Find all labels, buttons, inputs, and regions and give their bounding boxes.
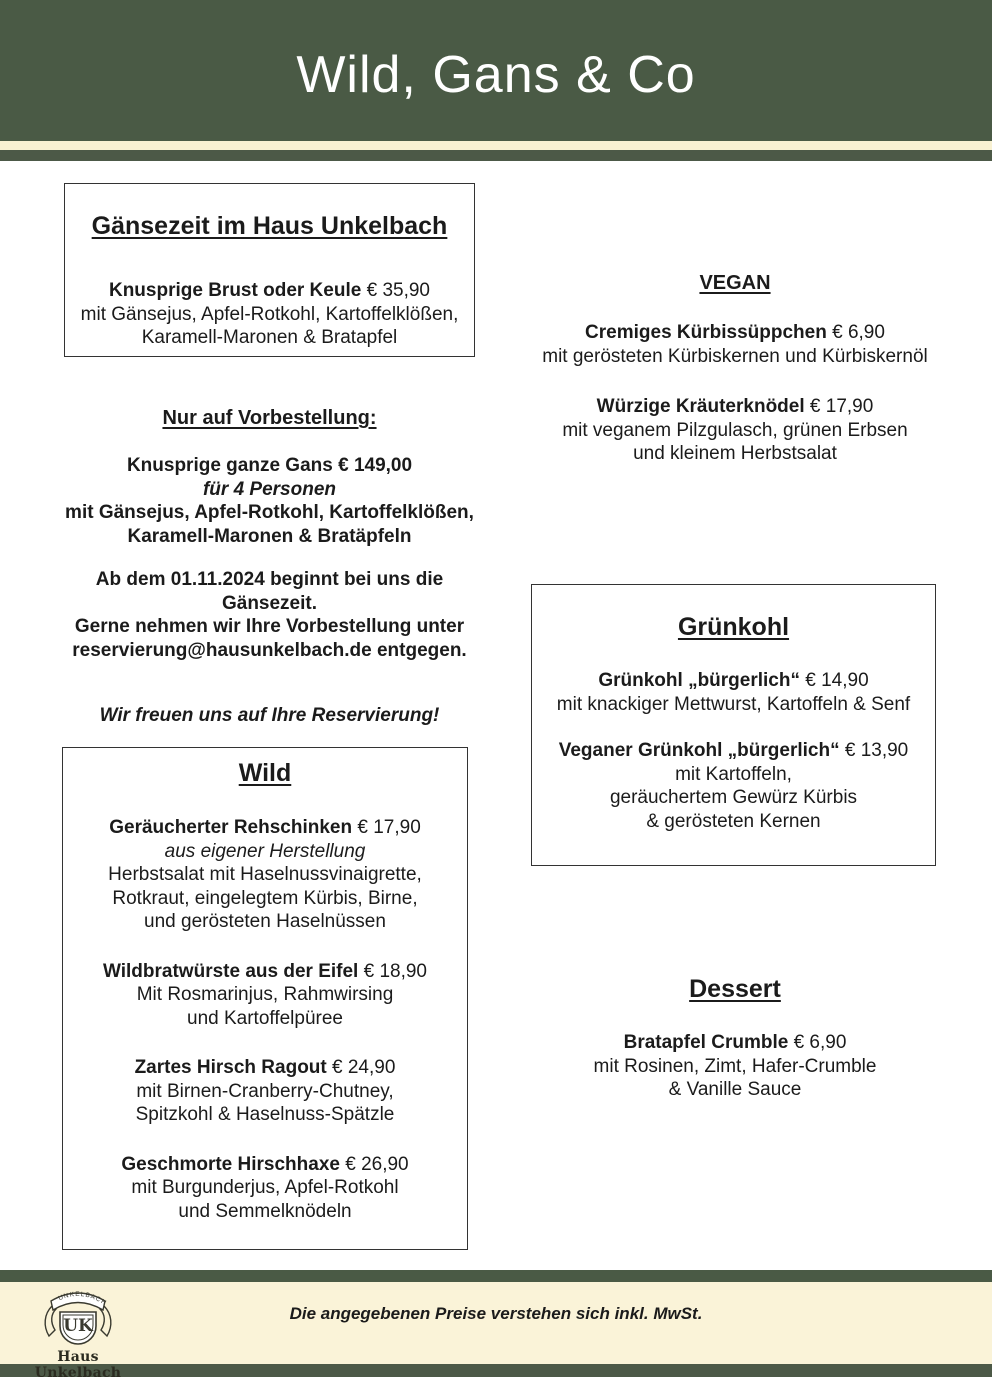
item-name: Knusprige Brust oder Keule	[108, 280, 362, 301]
item-description: & Vanille Sauce	[668, 1079, 802, 1100]
item-name: Wildbratwürste aus der Eifel	[102, 960, 359, 982]
item-description: & gerösteten Kernen	[646, 810, 821, 832]
item-name-price	[63, 1153, 467, 1177]
menu-item	[63, 816, 467, 934]
menu-item	[65, 279, 474, 350]
section-heading: Wild	[238, 759, 292, 787]
item-price: € 18,90	[363, 960, 428, 982]
menu-item	[532, 739, 935, 833]
item-price: € 6,90	[832, 322, 885, 343]
item-name: Cremiges Kürbissüppchen	[585, 322, 827, 343]
menu-item	[530, 395, 940, 466]
menu-item	[532, 669, 935, 716]
logo-monogram: UK	[63, 1316, 93, 1336]
note-line-email: reservierung@hausunkelbach.de entgegen.	[72, 639, 467, 661]
menu-item	[63, 1056, 467, 1127]
menu-item	[63, 1153, 467, 1224]
page-title: Wild, Gans & Co	[296, 45, 696, 104]
item-price: € 35,90	[366, 280, 430, 301]
section-dessert	[530, 975, 940, 1102]
item-description: mit Kartoffeln,	[675, 763, 792, 785]
item-description: geräuchertem Gewürz Kürbis	[609, 787, 858, 808]
section-heading: Dessert	[689, 975, 781, 1003]
section-vegan	[530, 272, 940, 466]
item-name-price	[532, 739, 935, 763]
item-description: Mit Rosmarinjus, Rahmwirsing	[136, 984, 394, 1005]
crest-icon	[39, 1284, 117, 1348]
item-name-price	[63, 1056, 467, 1080]
item-name: Veganer Grünkohl „bürgerlich“	[558, 740, 840, 761]
item-name-price	[65, 279, 474, 303]
item-name-price	[530, 395, 940, 419]
item-subtitle: für 4 Personen	[202, 478, 337, 500]
item-description: mit Gänsejus, Apfel-Rotkohl, Kartoffelklößen,	[65, 502, 474, 523]
section-wild	[62, 747, 468, 1250]
section-heading: Nur auf Vorbestellung:	[162, 407, 377, 429]
item-name-price	[63, 816, 467, 840]
item-description: mit gerösteten Kürbiskernen und Kürbiskernöl	[542, 345, 928, 367]
item-description: mit veganem Pilzgulasch, grünen Erbsen	[562, 419, 908, 441]
item-description: und Kartoffelpüree	[187, 1007, 343, 1029]
logo-caption: Haus Unkelbach	[34, 1349, 122, 1377]
footer-band	[0, 1282, 992, 1364]
item-price: € 13,90	[844, 740, 909, 761]
item-description: Herbstsalat mit Haselnussvinaigrette,	[108, 864, 422, 885]
section-heading: Grünkohl	[677, 613, 790, 641]
section-gaensezeit	[64, 183, 475, 357]
section-gruenkohl	[531, 584, 936, 866]
item-subtitle: aus eigener Herstellung	[164, 840, 366, 862]
item-name-price	[63, 960, 467, 984]
item-description: mit Burgunderjus, Apfel-Rotkohl	[131, 1177, 399, 1198]
footer-bottom-stripe	[0, 1364, 992, 1377]
item-name: Würzige Kräuterknödel	[596, 396, 805, 417]
item-description: Karamell-Maronen & Bratäpfeln	[127, 525, 412, 547]
item-price: € 149,00	[338, 455, 413, 476]
item-price: € 24,90	[332, 1057, 396, 1078]
item-name: Knusprige ganze Gans	[126, 455, 333, 476]
item-name: Geschmorte Hirschhaxe	[121, 1153, 340, 1175]
section-vorbestellung	[64, 407, 475, 727]
item-price: € 17,90	[357, 817, 421, 838]
item-description: und gerösteten Haselnüssen	[144, 911, 386, 932]
item-price: € 26,90	[345, 1153, 409, 1175]
item-description: Spitzkohl & Haselnuss-Spätzle	[135, 1104, 395, 1125]
item-name: Bratapfel Crumble	[623, 1032, 789, 1053]
note-line: Gerne nehmen wir Ihre Vorbestellung unter	[74, 616, 465, 637]
footer-top-stripe	[0, 1270, 992, 1282]
item-name-price	[530, 1031, 940, 1055]
item-name-price	[532, 669, 935, 693]
logo-banner-text: UNKELBACH	[57, 1290, 109, 1308]
menu-item	[63, 960, 467, 1031]
item-name-price	[530, 321, 940, 345]
header-secondary-stripe	[0, 150, 992, 161]
reservation-note: Wir freuen uns auf Ihre Reservierung!	[99, 705, 440, 726]
header-band	[0, 0, 992, 141]
item-price: € 6,90	[793, 1032, 847, 1053]
section-heading: VEGAN	[699, 272, 771, 294]
item-description: Karamell-Maronen & Bratapfel	[141, 327, 398, 348]
item-name: Grünkohl „bürgerlich“	[598, 670, 800, 691]
item-description: mit Gänsejus, Apfel-Rotkohl, Kartoffelklößen,	[80, 303, 459, 325]
item-description: mit Birnen-Cranberry-Chutney,	[136, 1080, 394, 1102]
item-description: und Semmelknödeln	[178, 1200, 352, 1222]
item-name: Geräucherter Rehschinken	[109, 817, 353, 838]
item-name-price	[64, 454, 475, 478]
menu-item	[530, 1031, 940, 1102]
item-description: Rotkraut, eingelegtem Kürbis, Birne,	[112, 887, 418, 909]
gaensezeit-note	[64, 568, 475, 662]
section-heading: Gänsezeit im Haus Unkelbach	[91, 212, 448, 240]
menu-item	[530, 321, 940, 368]
haus-unkelbach-logo	[26, 1284, 130, 1377]
item-description: mit Rosinen, Zimt, Hafer-Crumble	[593, 1055, 877, 1077]
menu-item	[64, 454, 475, 548]
item-description: mit knackiger Mettwurst, Kartoffeln & Senf	[556, 693, 911, 715]
item-description: und kleinem Herbstsalat	[633, 443, 837, 464]
item-price: € 14,90	[805, 670, 869, 691]
item-name: Zartes Hirsch Ragout	[134, 1057, 327, 1078]
note-line: Ab dem 01.11.2024 beginnt bei uns die Gänsezeit.	[95, 569, 444, 614]
item-price: € 17,90	[809, 396, 874, 417]
header-accent-stripe	[0, 141, 992, 150]
price-disclaimer: Die angegebenen Preise verstehen sich inkl. MwSt.	[289, 1304, 703, 1323]
